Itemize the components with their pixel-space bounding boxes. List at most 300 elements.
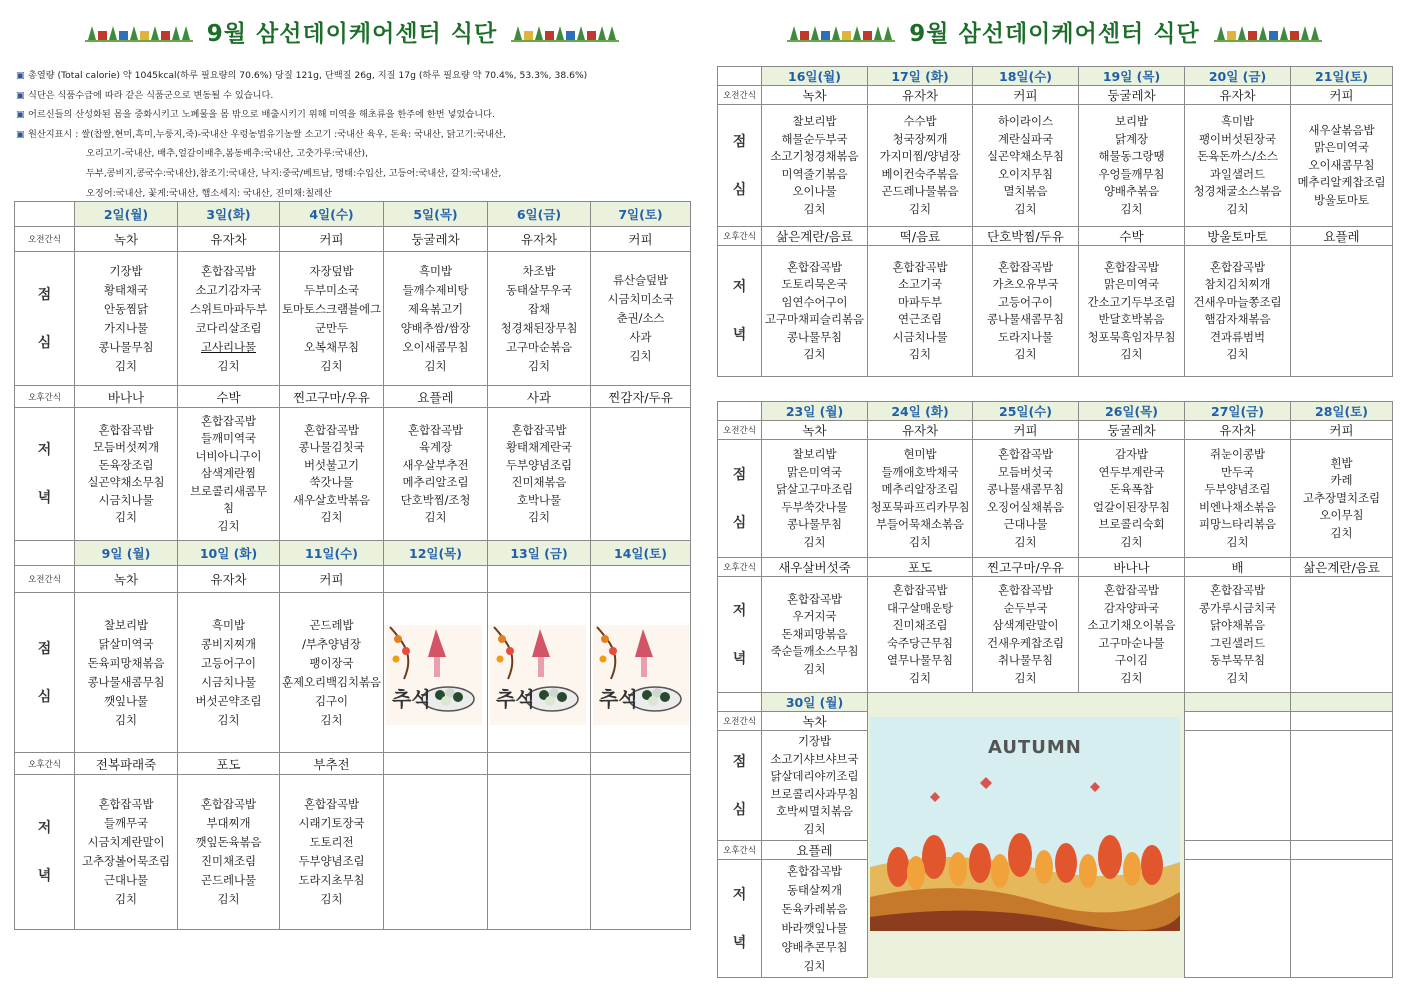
dinner-menu-cell <box>591 775 691 930</box>
menu-item: 햄감자채볶음 <box>1204 312 1271 326</box>
snack-item: 포도 <box>216 756 241 772</box>
village-decoration-icon <box>511 20 619 42</box>
square-bullet-icon: ▣ <box>16 89 25 101</box>
snack-item: 바나나 <box>107 389 145 405</box>
menu-item: 베이컨숙주볶음 <box>881 166 959 181</box>
date-row <box>15 202 691 227</box>
menu-item: 찰보리밥 <box>792 114 837 128</box>
menu-item: 혼합잡곡밥 <box>200 797 257 811</box>
dinner-menu-cell <box>280 775 384 930</box>
chuseok-picture <box>384 593 488 753</box>
dinner-meal-row <box>15 775 691 930</box>
empty-cell <box>1185 731 1291 841</box>
morning-snack-cell <box>1185 421 1291 440</box>
menu-item: 돈육피망채볶음 <box>87 655 165 670</box>
menu-item: 혼합잡곡밥 <box>786 591 843 606</box>
menu-item: 콩나물무침 <box>786 517 843 531</box>
afternoon-snack-label-text: 오후간식 <box>723 563 756 573</box>
menu-item: 고사리나물 <box>200 339 257 354</box>
menu-item: 김치 <box>1014 201 1037 216</box>
date-text: 20일 (금) <box>1208 69 1267 84</box>
menu-item: 오이무침 <box>1319 508 1364 523</box>
afternoon-snack-cell <box>384 386 488 408</box>
dinner-label-char: 녁 <box>732 327 747 343</box>
lunch-label-char: 점 <box>732 466 747 483</box>
empty-cell <box>1185 860 1291 978</box>
menu-item: 혼합잡곡밥 <box>303 422 360 437</box>
snack-item: 떡/음료 <box>899 229 941 244</box>
autumn-title: AUTUMN <box>988 737 1082 759</box>
morning-snack-label <box>718 421 762 440</box>
dinner-menu-cell <box>591 408 691 541</box>
menu-item: 메추리알케찹조림 <box>1297 175 1386 190</box>
menu-item: 해물동그랑땡 <box>1098 149 1165 163</box>
afternoon-snack-label-text: 오후간식 <box>723 232 756 242</box>
page-title: 9월 삼선데이케어센터 식단 <box>909 20 1200 47</box>
afternoon-snack-cell <box>75 753 178 775</box>
menu-item: 숙주당근무침 <box>886 635 954 650</box>
snack-item: 녹차 <box>113 232 139 247</box>
menu-item: 콩나물새콤무침 <box>986 312 1065 326</box>
note-seaweed: 어르신들의 산성화된 몸을 중화시키고 노폐물을 몸 밖으로 배출시키기 위해 미역을 해초류을 한주에 한번 넣었습니다. <box>28 109 495 121</box>
lunch-menu-cell <box>868 440 973 558</box>
menu-item: 훈제오리백김치볶음 <box>281 674 382 689</box>
menu-item: 근대나물 <box>103 873 148 887</box>
lunch-label-char: 점 <box>732 133 747 150</box>
menu-item: 건새우케찹조림 <box>986 635 1065 650</box>
menu-item: 자장덮밥 <box>309 263 354 278</box>
date-text: 11일(수) <box>305 546 358 561</box>
menu-item: 김치 <box>114 510 137 524</box>
menu-item: 너비아니구이 <box>195 448 262 463</box>
lunch-meal-row <box>15 593 691 753</box>
menu-item: 팽이장국 <box>309 655 354 670</box>
dinner-menu-cell <box>488 408 591 541</box>
afternoon-snack-label <box>718 558 762 577</box>
dinner-menu-cell <box>762 246 868 377</box>
menu-item: 시금치나물 <box>200 674 257 689</box>
date-text: 24일 (화) <box>891 404 949 419</box>
empty-cell <box>1291 712 1393 731</box>
menu-item: 진미채조림 <box>892 618 948 632</box>
lunch-label-char: 점 <box>732 753 747 770</box>
menu-item: 시금치나물 <box>892 329 948 344</box>
menu-item: 가지나물 <box>103 320 148 335</box>
date-header <box>384 541 488 566</box>
menu-item: 혼합잡곡밥 <box>200 263 257 278</box>
menu-item: 김치 <box>803 821 826 836</box>
village-decoration-icon <box>1214 20 1322 42</box>
morning-snack-label <box>15 566 75 593</box>
chuseok-text: 추석 <box>599 686 638 711</box>
afternoon-snack-row <box>718 558 1393 577</box>
right-title-row <box>717 0 1392 62</box>
menu-item: 고추장볼어묵조림 <box>81 854 171 868</box>
note-origin-cont: 두부,콩비지,콩국수:국내산),참조기:국내산, 낙지:중국/베트남, 명태:수입산, 고등어:국내산, 갈치:국내산, <box>86 167 502 179</box>
empty-cell <box>1291 731 1393 841</box>
menu-item: 도라지나물 <box>997 329 1054 344</box>
dinner-menu-cell <box>1185 577 1291 693</box>
dinner-menu-cell <box>384 775 488 930</box>
date-text: 25일(수) <box>999 404 1052 419</box>
afternoon-snack-cell <box>75 386 178 408</box>
lunch-menu-cell <box>384 252 488 386</box>
morning-snack-cell <box>973 421 1079 440</box>
snack-item: 커피 <box>1329 423 1354 438</box>
date-text: 12일(목) <box>409 546 462 561</box>
afternoon-snack-cell <box>178 386 280 408</box>
date-text: 14일(토) <box>614 546 667 561</box>
morning-snack-cell <box>762 712 868 731</box>
menu-item: 실곤약채소무침 <box>986 149 1065 163</box>
date-header <box>973 402 1079 421</box>
menu-item: 근대나물 <box>1003 517 1048 531</box>
menu-item: 쥐눈이콩밥 <box>1209 447 1266 461</box>
dinner-meal-row <box>15 408 691 541</box>
dinner-menu-cell <box>384 408 488 541</box>
menu-item: 양배추콘무침 <box>781 939 848 954</box>
menu-item: 실곤약채소무침 <box>87 475 165 489</box>
menu-item: 차조밥 <box>522 263 556 278</box>
menu-item: 혼합잡곡밥 <box>892 259 948 274</box>
afternoon-snack-cell <box>973 558 1079 577</box>
square-bullet-icon: ▣ <box>16 70 25 81</box>
dinner-label-char: 녁 <box>732 650 747 667</box>
menu-item: 류산슬덮밥 <box>612 273 669 287</box>
menu-item: 육계장 <box>418 440 452 454</box>
menu-item: 찰보리밥 <box>103 617 148 632</box>
autumn-landscape-icon <box>870 709 1182 961</box>
morning-snack-cell <box>591 566 691 593</box>
date-header <box>280 202 384 227</box>
snack-item: 커피 <box>1013 88 1038 103</box>
dinner-label-char: 녁 <box>37 868 52 884</box>
menu-item: 고구마순볶음 <box>505 339 573 354</box>
lunch-meal-row <box>15 252 691 386</box>
date-row <box>718 67 1393 86</box>
menu-item: 황태채국 <box>103 282 148 297</box>
menu-item: 청경채굴소스볶음 <box>1193 184 1282 198</box>
square-bullet-icon: ▣ <box>16 128 25 140</box>
dinner-label-char: 저 <box>732 279 747 295</box>
morning-snack-cell <box>75 566 178 593</box>
blank-label-cell <box>15 541 75 566</box>
dinner-label <box>15 408 75 541</box>
menu-item: 고구마채피슬리볶음 <box>764 312 865 326</box>
menu-item: 김치 <box>217 358 240 373</box>
menu-item: 김치 <box>803 534 826 549</box>
lunch-label-char: 심 <box>37 688 52 705</box>
lunch-menu-cell <box>1185 440 1291 558</box>
right-page <box>717 0 1392 978</box>
morning-snack-cell <box>868 421 973 440</box>
date-text: 26일(목) <box>1105 404 1158 419</box>
lunch-menu-cell <box>488 252 591 386</box>
lunch-menu-cell <box>762 440 868 558</box>
lunch-menu-cell <box>868 105 973 227</box>
menu-item: 들깨미역국 <box>200 431 257 446</box>
morning-snack-cell <box>178 566 280 593</box>
snack-item: 유자차 <box>901 423 939 438</box>
menu-item: 시금치나물 <box>98 492 154 507</box>
date-text: 7일(토) <box>618 207 663 222</box>
dinner-menu-cell <box>1185 246 1291 377</box>
menu-item: 콩비지찌개 <box>200 636 257 651</box>
snack-item: 수박 <box>216 389 241 405</box>
menu-item: 김치 <box>908 534 931 549</box>
dinner-menu-cell <box>1291 577 1393 693</box>
morning-snack-cell <box>1079 86 1185 105</box>
date-header <box>488 541 591 566</box>
morning-snack-cell <box>762 421 868 440</box>
lunch-menu-cell <box>75 252 178 386</box>
menu-item: 김치 <box>908 347 931 361</box>
menu-item: 두부양념조림 <box>505 457 573 472</box>
menu-item: 카레 <box>1330 473 1353 488</box>
snack-item: 둥굴레차 <box>1107 88 1156 103</box>
afternoon-snack-cell <box>1079 227 1185 246</box>
note-origin-cont: 오리고기-국내산, 배추,얼갈이배추,봄동배추:국내산, 고춧가루:국내산), <box>86 148 369 160</box>
menu-item: 새우살볶음밥 <box>1308 122 1375 137</box>
date-text: 4일(수) <box>309 207 354 222</box>
morning-snack-label-text: 오전간식 <box>723 717 756 727</box>
page-title: 9월 삼선데이케어센터 식단 <box>206 20 498 47</box>
chuseok-illustration-icon <box>488 617 590 729</box>
afternoon-snack-label-text: 오후간식 <box>28 392 61 403</box>
menu-item: 김치 <box>217 518 240 533</box>
morning-snack-cell <box>1185 86 1291 105</box>
date-header <box>868 402 973 421</box>
menu-item: 구이김 <box>1114 653 1148 667</box>
menu-item: 건새우마늘쫑조림 <box>1193 294 1282 309</box>
menu-item: 하이라이스 <box>997 114 1054 128</box>
dinner-menu-cell <box>178 775 280 930</box>
menu-item: 삼색계란찜 <box>200 466 257 481</box>
menu-item: 두부양념조림 <box>298 854 365 868</box>
dinner-menu-cell <box>868 246 973 377</box>
menu-item: 김치 <box>424 510 447 524</box>
menu-item: 오징어실채볶음 <box>986 499 1065 514</box>
snack-item: 유자차 <box>1219 423 1256 438</box>
menu-table-weeks-1-2 <box>14 201 691 930</box>
menu-item: 혼합잡곡밥 <box>786 259 843 274</box>
menu-item: 김치 <box>1226 670 1249 685</box>
date-header <box>1185 67 1291 86</box>
dinner-menu-cell <box>1079 577 1185 693</box>
menu-item: 모듬버섯국 <box>997 464 1054 479</box>
menu-item: 혼합잡곡밥 <box>786 863 843 878</box>
menu-item: 김치 <box>320 892 343 906</box>
menu-item: 김치 <box>1120 670 1143 685</box>
menu-item: 들깨수제비탕 <box>402 282 469 297</box>
menu-item: 진미채조림 <box>200 854 257 868</box>
empty-cell <box>1185 841 1291 860</box>
menu-item: 대구살매운탕 <box>886 600 954 615</box>
afternoon-snack-cell <box>868 227 973 246</box>
snack-item: 커피 <box>319 572 344 587</box>
afternoon-snack-cell <box>868 558 973 577</box>
morning-snack-cell <box>591 227 691 252</box>
date-text: 6일(금) <box>516 207 562 222</box>
menu-item: 도토리묵온국 <box>781 277 848 291</box>
menu-item: 새우살호박볶음 <box>292 492 371 507</box>
menu-item: 동부묵무침 <box>1209 653 1266 667</box>
menu-item: 사과 <box>629 330 652 344</box>
menu-item: 기장밥 <box>797 734 831 748</box>
menu-item: 군만두 <box>314 320 348 335</box>
dinner-label <box>718 246 762 377</box>
afternoon-snack-cell <box>178 753 280 775</box>
snack-item: 찐고구마/우유 <box>293 389 370 405</box>
menu-item: 청포묵흑임자무침 <box>1087 329 1176 344</box>
menu-item: 청포묵파프리카무침 <box>870 499 970 514</box>
menu-item: 소고기국 <box>897 277 942 291</box>
date-header <box>384 202 488 227</box>
afternoon-snack-cell <box>591 753 691 775</box>
chuseok-picture <box>488 593 591 753</box>
dinner-menu-cell <box>973 577 1079 693</box>
lunch-label <box>718 731 762 841</box>
menu-item: 콩나물무침 <box>98 339 154 354</box>
menu-item: 깻잎나물 <box>103 693 148 708</box>
menu-item: 방울토마토 <box>1313 192 1370 207</box>
date-header <box>75 541 178 566</box>
date-header <box>762 693 868 712</box>
menu-item: 김치 <box>1226 534 1249 549</box>
menu-item: 양배추볶음 <box>1103 184 1160 198</box>
menu-item: 김치 <box>803 958 826 973</box>
date-header <box>1079 402 1185 421</box>
snack-item: 녹차 <box>802 423 827 438</box>
menu-item: 김치 <box>1226 347 1249 361</box>
snack-item: 요플레 <box>796 843 833 858</box>
menu-item: 미역줄기볶음 <box>781 166 848 181</box>
menu-item: 맑은미역국 <box>1103 277 1160 291</box>
menu-item: 김치 <box>114 358 137 373</box>
dinner-label <box>718 860 762 978</box>
menu-item: 혼합잡곡밥 <box>997 583 1054 597</box>
menu-item: 우거지국 <box>792 609 837 624</box>
afternoon-snack-row <box>15 753 691 775</box>
dinner-label-char: 녁 <box>37 490 52 506</box>
afternoon-snack-cell <box>1185 227 1291 246</box>
menu-item: 혼합잡곡밥 <box>1103 259 1160 274</box>
menu-item: 피망느타리볶음 <box>1198 517 1277 531</box>
snack-item: 삶은계란/음료 <box>776 229 853 244</box>
menu-item: 청국장찌개 <box>892 131 948 146</box>
menu-item: 혼합잡곡밥 <box>200 413 257 428</box>
dinner-label-char: 저 <box>37 820 52 836</box>
menu-item: 비엔나채소볶음 <box>1198 499 1277 514</box>
menu-item: 열무나물무침 <box>886 653 954 667</box>
menu-item: 닭야채볶음 <box>1209 618 1266 632</box>
menu-item: 김치 <box>1120 201 1143 216</box>
morning-snack-label <box>718 712 762 731</box>
menu-item: 침 <box>222 501 234 516</box>
dinner-menu-cell <box>75 775 178 930</box>
lunch-menu-cell <box>1079 105 1185 227</box>
menu-item: 두부쑥갓나물 <box>781 499 848 514</box>
morning-snack-cell <box>1291 86 1393 105</box>
menu-item: 김치 <box>424 358 447 373</box>
menu-item: 김구이 <box>314 693 348 708</box>
menu-item: 김치 <box>908 201 931 216</box>
snack-item: 찐고구마/우유 <box>987 560 1064 575</box>
morning-snack-cell <box>973 86 1079 105</box>
menu-item: 만두국 <box>1220 464 1254 479</box>
date-header <box>762 67 868 86</box>
morning-snack-cell <box>384 566 488 593</box>
date-text: 2일(월) <box>103 207 149 222</box>
afternoon-snack-cell <box>1185 558 1291 577</box>
menu-item: 맑은미역국 <box>1313 140 1370 155</box>
menu-item: 연두부계란국 <box>1098 464 1165 479</box>
menu-item: 가지미찜/양념장 <box>879 149 961 163</box>
menu-item: 혼합잡곡밥 <box>303 797 360 811</box>
menu-item: 모듬버섯찌개 <box>92 440 160 454</box>
date-text: 9일 (월) <box>101 546 151 561</box>
menu-item: 팽이버섯된장국 <box>1198 131 1277 146</box>
menu-item: 김치 <box>803 347 826 361</box>
dinner-label-char: 저 <box>732 886 747 903</box>
morning-snack-label <box>15 227 75 252</box>
menu-item: 곤드레나물 <box>200 873 257 887</box>
snack-item: 요플레 <box>417 389 454 405</box>
chuseok-picture <box>591 593 691 753</box>
menu-item: 잡채 <box>527 301 550 316</box>
date-text: 10일 (화) <box>199 546 258 561</box>
dinner-menu-cell <box>868 577 973 693</box>
empty-cell <box>1185 693 1291 712</box>
left-title-row <box>14 0 690 62</box>
menu-item: 소고기청경채볶음 <box>770 149 859 163</box>
menu-item: 춘권/소스 <box>616 311 665 325</box>
afternoon-snack-cell <box>973 227 1079 246</box>
menu-item: 도라지초무침 <box>298 873 365 887</box>
lunch-label-char: 점 <box>37 286 52 303</box>
menu-item: 버섯불고기 <box>303 457 360 472</box>
date-text: 23일 (월) <box>785 404 844 419</box>
village-decoration-icon <box>787 20 895 42</box>
menu-item: 콩가루시금치국 <box>1198 600 1277 615</box>
menu-item: 곤드레나물볶음 <box>881 184 959 198</box>
date-header <box>75 202 178 227</box>
menu-item: 브로콜리새콤무 <box>189 483 268 498</box>
lunch-menu-cell <box>280 593 384 753</box>
menu-item: 김치 <box>114 892 137 906</box>
snack-item: 유자차 <box>520 232 558 247</box>
afternoon-snack-cell <box>1291 227 1393 246</box>
snack-item: 삶은계란/음료 <box>1303 560 1380 575</box>
date-header <box>178 541 280 566</box>
lunch-label-char: 점 <box>37 640 52 657</box>
morning-snack-label-text: 오전간식 <box>28 235 61 245</box>
date-header <box>178 202 280 227</box>
menu-item: 혼합잡곡밥 <box>1209 259 1266 274</box>
snack-item: 유자차 <box>210 572 247 587</box>
menu-item: 오이새콤무침 <box>1308 157 1375 172</box>
menu-item: 김치 <box>803 201 826 216</box>
menu-item: 김치 <box>320 358 343 373</box>
snack-item: 찐감자/두유 <box>608 389 673 405</box>
lunch-menu-cell <box>178 593 280 753</box>
menu-item: 현미밥 <box>903 447 937 461</box>
chuseok-text: 추석 <box>392 686 431 711</box>
afternoon-snack-label-text: 오후간식 <box>723 846 756 856</box>
morning-snack-cell <box>178 227 280 252</box>
snack-item: 배 <box>1231 560 1244 575</box>
dinner-menu-cell <box>762 860 868 978</box>
